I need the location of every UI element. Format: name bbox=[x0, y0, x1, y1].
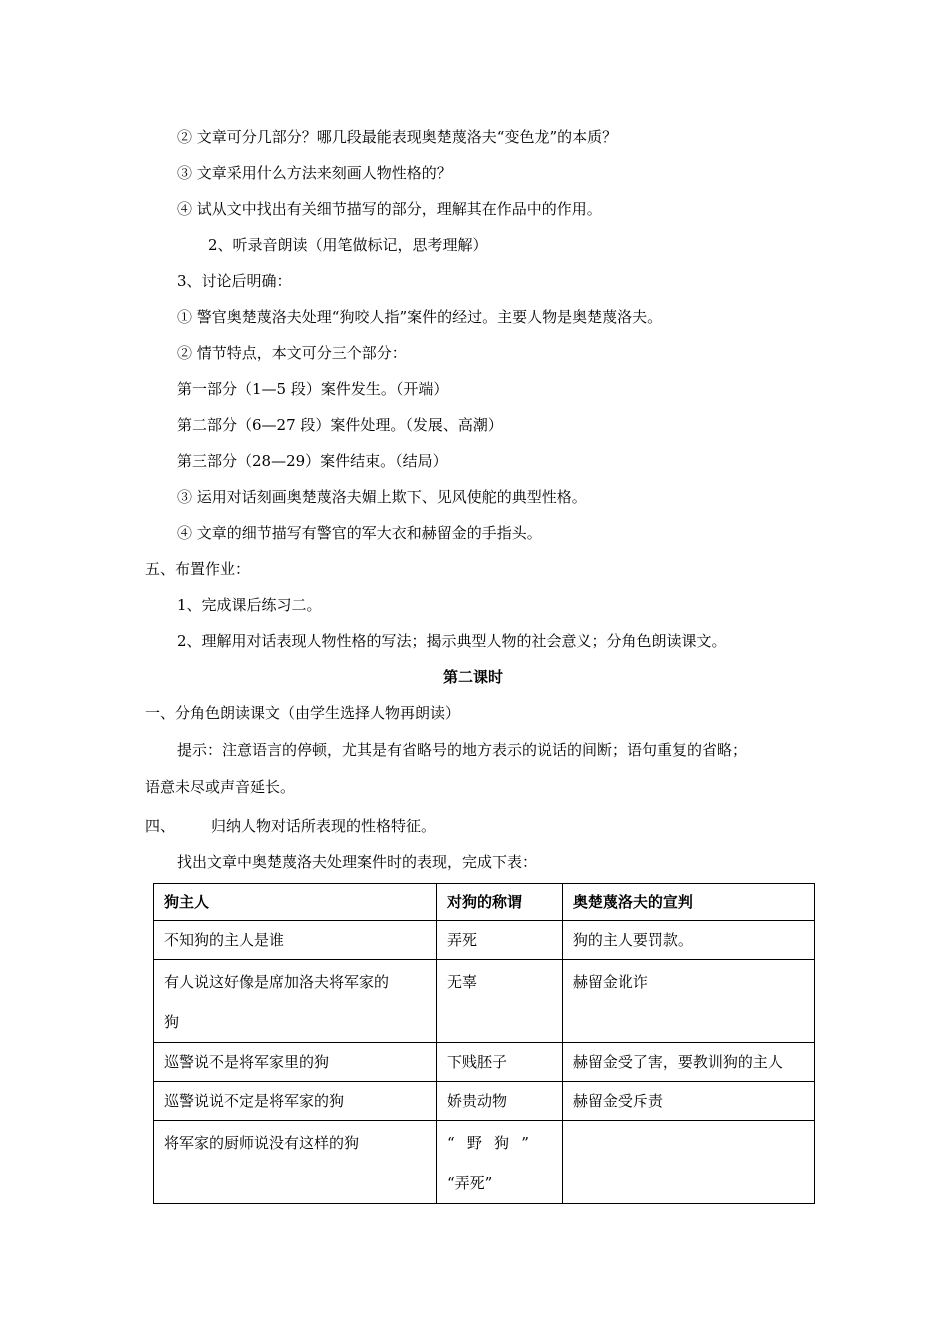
cell-line: “弄死” bbox=[446, 1174, 493, 1192]
table-cell: 无辜 bbox=[436, 960, 562, 1043]
table-cell: 不知狗的主人是谁 bbox=[154, 921, 437, 960]
question-3: ③ 文章采用什么方法来刻画人物性格的？ bbox=[177, 164, 452, 182]
cell-line: 有人说这好像是席加洛夫将军家的 bbox=[164, 973, 390, 991]
homework-2: 2、理解用对话表现人物性格的写法；揭示典型人物的社会意义；分角色朗读课文。 bbox=[177, 632, 727, 650]
table-cell: 将军家的厨师说没有这样的狗 bbox=[154, 1121, 437, 1204]
question-4: ④ 试从文中找出有关细节描写的部分，理解其在作品中的作用。 bbox=[177, 200, 602, 218]
table-cell: 赫留金讹诈 bbox=[562, 960, 814, 1043]
question-2: ② 文章可分几部分？哪几段最能表现奥楚蔑洛夫“变色龙”的本质？ bbox=[177, 128, 618, 146]
tip-line-1: 提示：注意语言的停顿，尤其是有省略号的地方表示的说话的间断；语句重复的省略； bbox=[177, 741, 748, 759]
step-3: 3、讨论后明确： bbox=[177, 272, 292, 290]
table-cell: 娇贵动物 bbox=[436, 1082, 562, 1121]
table-cell bbox=[436, 1121, 562, 1204]
part-1: 第一部分（1—5 段）案件发生。（开端） bbox=[177, 380, 449, 398]
homework-1: 1、完成课后练习二。 bbox=[177, 596, 322, 614]
table-cell: 狗的主人要罚款。 bbox=[562, 921, 814, 960]
table-cell: 巡警说说不定是将军家的狗 bbox=[154, 1082, 437, 1121]
table-header: 狗主人 bbox=[154, 884, 437, 921]
step-2: 2、听录音朗读（用笔做标记，思考理解） bbox=[208, 236, 488, 254]
cell-char: 野 bbox=[466, 1134, 482, 1152]
table-intro: 找出文章中奥楚蔑洛夫处理案件时的表现，完成下表： bbox=[177, 853, 538, 871]
part-3: 第三部分（28—29）案件结束。（结局） bbox=[177, 452, 448, 470]
cell-char: “ bbox=[446, 1134, 455, 1152]
table-cell bbox=[154, 960, 437, 1043]
answer-3: ③ 运用对话刻画奥楚蔑洛夫媚上欺下、见风使舵的典型性格。 bbox=[177, 488, 587, 506]
table-cell bbox=[562, 1121, 814, 1204]
section-4-text: 归纳人物对话所表现的性格特征。 bbox=[211, 817, 437, 835]
cell-char: ” bbox=[521, 1134, 529, 1152]
table-cell: 赫留金受斥责 bbox=[562, 1082, 814, 1121]
section-4-number: 四、 bbox=[145, 817, 176, 835]
cell-line: 狗 bbox=[164, 1013, 180, 1031]
table-header-row bbox=[154, 884, 815, 921]
table-cell: 弄死 bbox=[436, 921, 562, 960]
table-row bbox=[154, 921, 815, 960]
cell-line-spread bbox=[447, 1123, 529, 1163]
table-cell: 下贱胚子 bbox=[436, 1043, 562, 1082]
table-header: 对狗的称谓 bbox=[436, 884, 562, 921]
tip-line-2: 语意未尽或声音延长。 bbox=[145, 778, 296, 796]
homework-heading: 五、布置作业： bbox=[145, 560, 251, 578]
answer-1: ① 警官奥楚蔑洛夫处理“狗咬人指”案件的经过。主要人物是奥楚蔑洛夫。 bbox=[177, 308, 663, 326]
table-row bbox=[154, 960, 815, 1043]
table-row bbox=[154, 1043, 815, 1082]
table-header: 奥楚蔑洛夫的宣判 bbox=[562, 884, 814, 921]
table-row bbox=[154, 1082, 815, 1121]
answer-2: ② 情节特点，本文可分三个部分： bbox=[177, 344, 407, 362]
table-row bbox=[154, 1121, 815, 1204]
answer-4: ④ 文章的细节描写有警官的军大衣和赫留金的手指头。 bbox=[177, 524, 542, 542]
cell-char: 狗 bbox=[494, 1134, 510, 1152]
part-2: 第二部分（6—27 段）案件处理。（发展、高潮） bbox=[177, 416, 503, 434]
verdict-table bbox=[153, 883, 815, 1204]
lesson-2-title: 第二课时 bbox=[443, 668, 504, 686]
table-cell: 巡警说不是将军家里的狗 bbox=[154, 1043, 437, 1082]
table-cell: 赫留金受了害，要教训狗的主人 bbox=[562, 1043, 814, 1082]
section-1-heading: 一、分角色朗读课文（由学生选择人物再朗读） bbox=[145, 704, 461, 722]
